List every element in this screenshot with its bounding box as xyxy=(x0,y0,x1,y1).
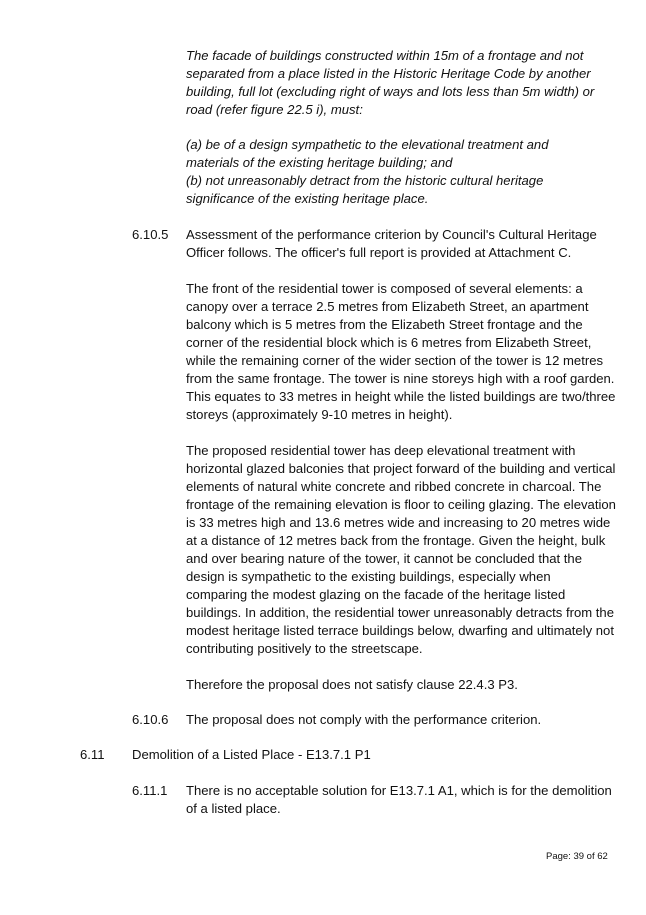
paragraph-line: comparing the modest glazing on the facade of the heritage listed xyxy=(186,587,566,602)
section-number: 6.10.6 xyxy=(132,712,169,727)
paragraph-line: This equates to 33 metres in height while the listed buildings are two/three xyxy=(186,389,616,404)
paragraph-line: elements of natural white concrete and ribbed concrete in charcoal. The xyxy=(186,479,602,494)
paragraph-line: balcony which is 5 metres from the Elizabeth Street frontage and the xyxy=(186,317,583,332)
paragraph-line: is 33 metres high and 13.6 metres wide and increasing to 20 metres wide xyxy=(186,515,611,530)
quote-line: (a) be of a design sympathetic to the elevational treatment and xyxy=(186,137,549,152)
paragraph-line: storeys (approximately 9-10 metres in height). xyxy=(186,407,453,422)
paragraph-line: contributing positively to the streetscape. xyxy=(186,641,423,656)
paragraph-line: The proposed residential tower has deep elevational treatment with xyxy=(186,443,576,458)
paragraph-line: modest heritage listed terrace buildings below, dwarfing and ultimately not xyxy=(186,623,614,638)
quote-line: (b) not unreasonably detract from the historic cultural heritage xyxy=(186,173,544,188)
quote-line: significance of the existing heritage place. xyxy=(186,191,429,206)
paragraph-line: The proposal does not comply with the performance criterion. xyxy=(186,712,542,727)
paragraph-line: corner of the residential block which is 6 metres from Elizabeth Street, xyxy=(186,335,592,350)
paragraph-line: and over bearing nature of the tower, it cannot be concluded that the xyxy=(186,551,582,566)
paragraph-line: at a distance of 12 metres back from the frontage. Given the height, bulk xyxy=(186,533,606,548)
paragraph-line: Therefore the proposal does not satisfy clause 22.4.3 P3. xyxy=(186,677,518,692)
section-number: 6.11 xyxy=(80,747,105,762)
paragraph-line: of a listed place. xyxy=(186,801,281,816)
section-number: 6.10.5 xyxy=(132,227,169,242)
paragraph-line: from the same frontage. The tower is nine storeys high with a roof garden. xyxy=(186,371,615,386)
section-heading: Demolition of a Listed Place - E13.7.1 P1 xyxy=(132,747,371,762)
paragraph-line: buildings. In addition, the residential tower unreasonably detracts from the xyxy=(186,605,614,620)
paragraph-line: Assessment of the performance criterion by Council's Cultural Heritage xyxy=(186,227,597,242)
paragraph-line: frontage of the remaining elevation is floor to ceiling glazing. The elevation xyxy=(186,497,616,512)
section-number: 6.11.1 xyxy=(132,783,168,798)
paragraph-line: Officer follows. The officer's full report is provided at Attachment C. xyxy=(186,245,572,260)
quote-line: separated from a place listed in the Historic Heritage Code by another xyxy=(186,66,591,81)
paragraph-line: There is no acceptable solution for E13.7.1 A1, which is for the demolition xyxy=(186,783,612,798)
page-number: Page: 39 of 62 xyxy=(546,851,608,862)
quote-line: building, full lot (excluding right of ways and lots less than 5m width) or xyxy=(186,84,595,99)
quote-line: road (refer figure 22.5 i), must: xyxy=(186,102,363,117)
quote-line: materials of the existing heritage building; and xyxy=(186,155,453,170)
paragraph-line: horizontal glazed balconies that project forward of the building and vertical xyxy=(186,461,616,476)
paragraph-line: The front of the residential tower is composed of several elements: a xyxy=(186,281,583,296)
paragraph-line: design is sympathetic to the existing buildings, especially when xyxy=(186,569,551,584)
quote-line: The facade of buildings constructed within 15m of a frontage and not xyxy=(186,48,584,63)
paragraph-line: while the remaining corner of the wider section of the tower is 12 metres xyxy=(186,353,604,368)
paragraph-line: canopy over a terrace 2.5 metres from Elizabeth Street, an apartment xyxy=(186,299,589,314)
